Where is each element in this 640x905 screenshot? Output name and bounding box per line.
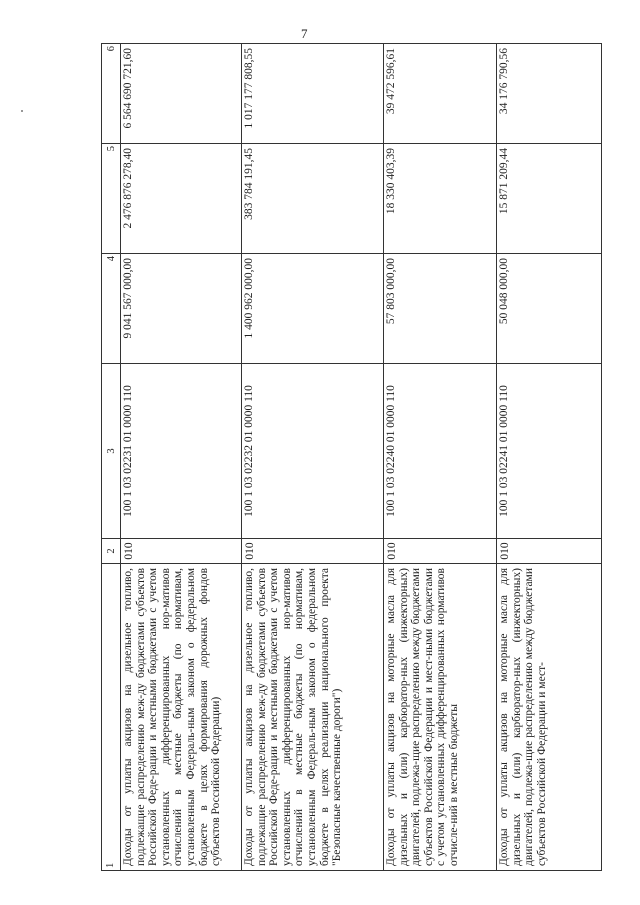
row-value-4: 50 048 000,00 xyxy=(497,254,602,364)
table-header-row xyxy=(102,44,121,871)
row-value-4: 9 041 567 000,00 xyxy=(121,254,242,364)
row-description: Доходы от уплаты акцизов на дизельное топливо, подлежащие распределению меж-ду бюджетами субъектов Российской Феде-рации и местными бюджетами с учетом установленных дифференцированных нор-мативов отчислений в местные бюджеты (по нормативам, установленным Федераль-ным законом о федеральном бюджете в целях формирования дорожных фондов субъектов Российской Федерации) xyxy=(121,564,242,871)
row-kbk: 100 1 03 02232 01 0000 110 xyxy=(242,364,384,539)
row-kbk: 100 1 03 02231 01 0000 110 xyxy=(121,364,242,539)
rotated-table-container xyxy=(101,46,585,871)
row-kbk: 100 1 03 02241 01 0000 110 xyxy=(497,364,602,539)
header-col-1: 1 xyxy=(102,564,121,871)
row-value-4: 57 803 000,00 xyxy=(384,254,497,364)
row-code: 010 xyxy=(497,539,602,564)
row-code: 010 xyxy=(121,539,242,564)
header-col-6: 6 xyxy=(102,44,121,144)
scan-speck xyxy=(21,110,23,112)
header-col-3: 3 xyxy=(102,364,121,539)
row-value-5: 383 784 191,45 xyxy=(242,144,384,254)
row-code: 010 xyxy=(242,539,384,564)
row-value-6: 6 564 690 721,60 xyxy=(121,44,242,144)
rotated-table-frame xyxy=(101,46,585,871)
header-col-2: 2 xyxy=(102,539,121,564)
header-col-4: 4 xyxy=(102,254,121,364)
row-value-5: 15 871 209,44 xyxy=(497,144,602,254)
table-row xyxy=(121,44,242,871)
row-kbk: 100 1 03 02240 01 0000 110 xyxy=(384,364,497,539)
row-description: Доходы от уплаты акцизов на моторные масла для дизельных и (или) карбюратор-ных (инжекторных) двигателей, подлежа-щие распределению между бюджетами субъектов Российской Федерации и мест- xyxy=(497,564,602,871)
revenue-table xyxy=(101,43,602,871)
row-value-4: 1 400 962 000,00 xyxy=(242,254,384,364)
row-value-6: 1 017 177 808,55 xyxy=(242,44,384,144)
row-code: 010 xyxy=(384,539,497,564)
row-description: Доходы от уплаты акцизов на дизельное топливо, подлежащие распределению меж-ду бюджетами субъектов Российской Феде-рации и местными бюджетами с учетом установленных дифференцированных нор-мативов отчислений в местные бюджеты (по нормативам, установленным Федераль-ным законом о федеральном бюджете в целях реализации национального проекта "Безопасные качественные дороги") xyxy=(242,564,384,871)
row-value-6: 34 176 790,56 xyxy=(497,44,602,144)
row-value-5: 18 330 403,39 xyxy=(384,144,497,254)
page-number: 7 xyxy=(301,26,308,41)
row-description: Доходы от уплаты акцизов на моторные масла для дизельных и (или) карбюратор-ных (инжекторных) двигателей, подлежа-щие распределению между бюджетами субъектов Российской Федерации и мест-ными бюджетами с учетом установленных дифференцированных нормативов отчисле-ний в местные бюджеты xyxy=(384,564,497,871)
table-row xyxy=(242,44,384,871)
header-col-5: 5 xyxy=(102,144,121,254)
row-value-6: 39 472 596,61 xyxy=(384,44,497,144)
table-row xyxy=(384,44,497,871)
table-row xyxy=(497,44,602,871)
row-value-5: 2 476 876 278,40 xyxy=(121,144,242,254)
